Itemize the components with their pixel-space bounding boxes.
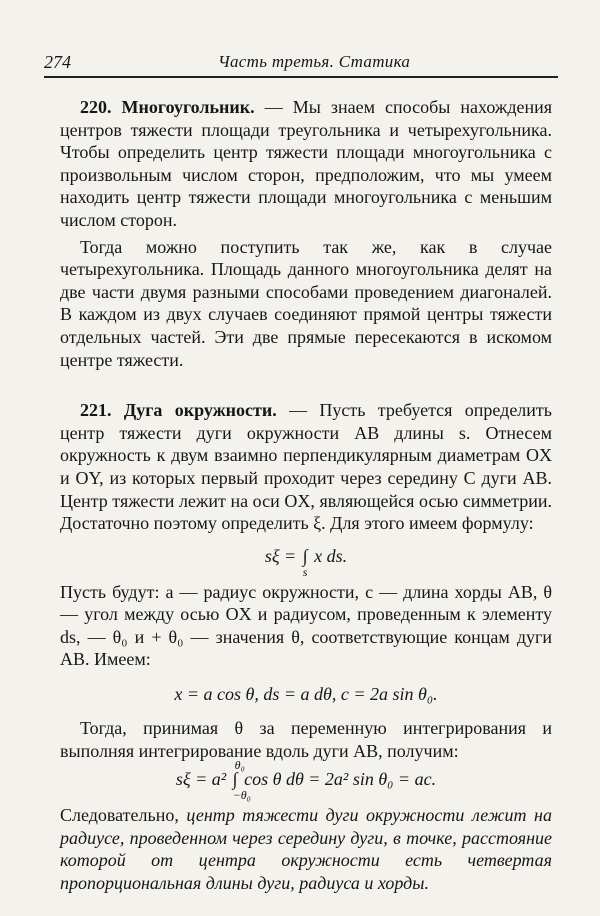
section-221-heading: 221. Дуга окружности. [80, 400, 277, 421]
section-220-text-1: — Мы знаем способы нахождения центров тяжести площади треугольника и четырехугольника. Чтобы определить центр тяжести площади многоугольника с произвольным числом сторон, предположим, что мы умеем находить центр тяжести площади многоугольника с меньшим числом сторон. [60, 97, 553, 230]
integral-symbol: ∫ [302, 545, 308, 566]
section-220-paragraph-1 [60, 96, 552, 232]
conclusion-italic: центр тяжести дуги окружности лежит на радиусе, проведенном через середину дуги, в точке, расстояние которой от центра окружности есть четвертая пропорциональная длины дуги, радиуса и хорды. [60, 805, 552, 894]
formula-1-lhs: sξ = [264, 545, 301, 566]
section-221-paragraph-3: Тогда, принимая θ за переменную интегрирования и выполняя интегрирование вдоль дуги AB, получим: [60, 718, 552, 761]
section-220-heading: 220. Многоугольник. [80, 97, 255, 117]
integral-upper-limit: θ₀ [234, 758, 245, 773]
page-header [0, 52, 600, 76]
formula-3-rhs: cos θ dθ = 2a² sin θ₀ = ac. [239, 769, 437, 790]
conclusion-lead: Следовательно, [60, 805, 187, 826]
integral-lower-limit: s [302, 564, 308, 579]
integral-sign [231, 758, 251, 803]
formula-3-lhs: sξ = a² [175, 769, 231, 790]
formula-1-rhs: x ds. [309, 545, 348, 566]
section-220-paragraph-2: Тогда можно поступить так же, как в случае четырехугольника. Площадь данного многоугольника делят на две части двумя разными способами проведением диагоналей. В каждом из двух случаев соединяют прямой центры тяжести отдельных частей. Эти две прямые пересекаются в искомом центре тяжести. [60, 236, 552, 370]
header-rule [44, 76, 558, 78]
page-body [60, 96, 552, 895]
running-head: Часть третья. Статика [218, 52, 411, 71]
formula-integration-result [60, 758, 552, 803]
section-221-conclusion [60, 804, 552, 894]
page-number: 274 [44, 52, 71, 72]
integral-symbol: ∫ [232, 769, 238, 790]
section-221-paragraph-1 [60, 399, 552, 535]
integral-sign [301, 545, 310, 579]
integral-lower-limit: −θ₀ [232, 788, 251, 803]
formula-substitutions: x = a cos θ, ds = a dθ, c = 2a sin θ₀. [174, 684, 438, 705]
section-221-text-1: — Пусть требуется определить центр тяжести дуги окружности AB длины s. Отнесем окружность к двум взаимно перпендикулярным диаметрам OX и OY, из которых первый проходит через середину C дуги AB. Центр тяжести лежит на оси OX, являющейся осью симметрии. Достаточно поэтому определить ξ. Для этого имеем формулу: [60, 400, 552, 534]
formula-centroid-definition [60, 545, 552, 579]
section-221-paragraph-2: Пусть будут: a — радиус окружности, c — длина хорды AB, θ — угол между осью OX и радиусом, проведенным к элементу ds, — θ₀ и + θ₀ — значения θ, соответствующие концам дуги AB. Имеем: [60, 581, 552, 670]
